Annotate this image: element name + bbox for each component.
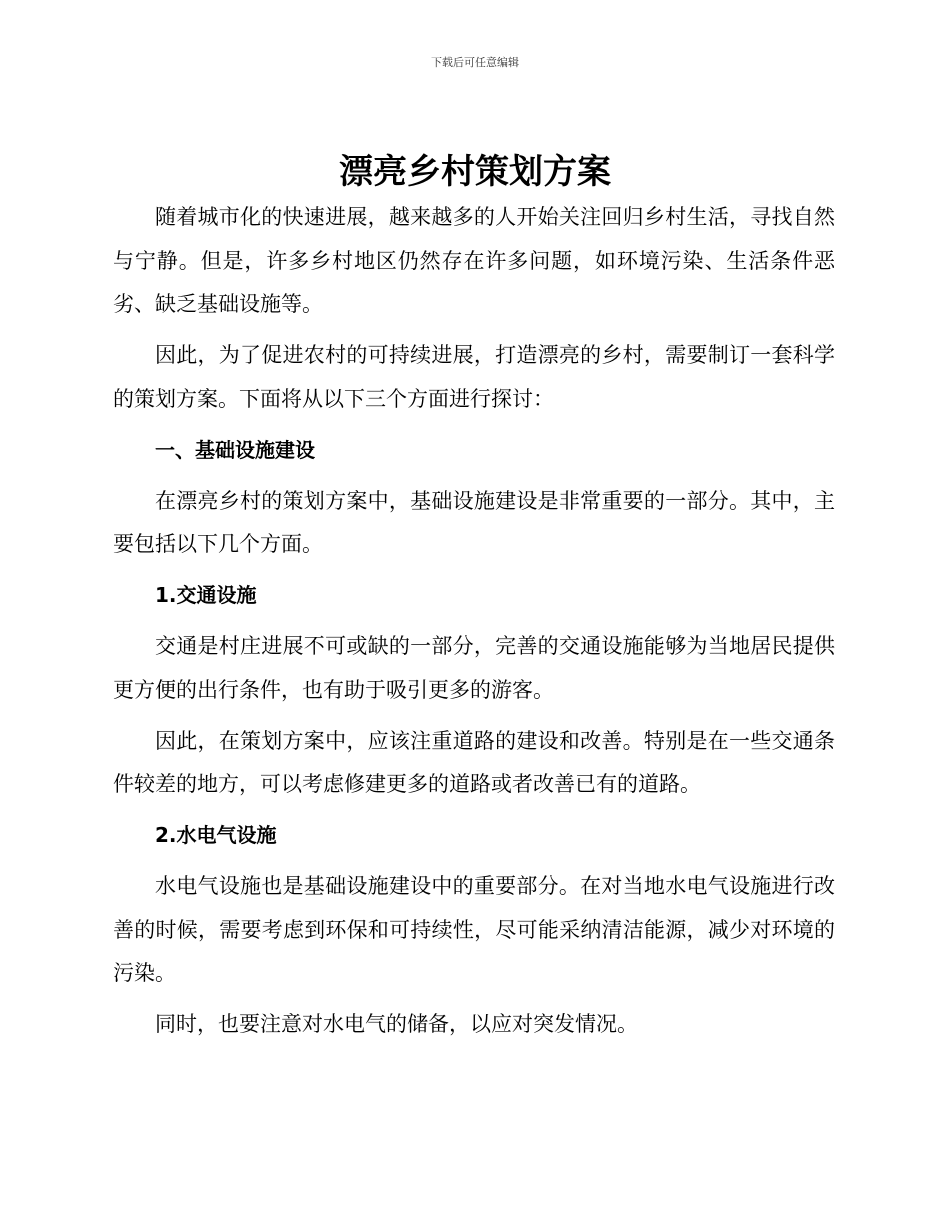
- document-body: [113, 196, 835, 1054]
- document-title: 漂亮乡村策划方案: [339, 152, 611, 192]
- paragraph-utilities-1: 水电气设施也是基础设施建设中的重要部分。在对当地水电气设施进行改善的时候，需要考虑到环保和可持续性，尽可能采纳清洁能源，减少对环境的污染。: [113, 874, 835, 985]
- paragraph-intro: 随着城市化的快速进展，越来越多的人开始关注回归乡村生活，寻找自然与宁静。但是，许多乡村地区仍然存在许多问题，如环境污染、生活条件恶劣、缺乏基础设施等。: [113, 205, 835, 316]
- paragraph-transport-1: 交通是村庄进展不可或缺的一部分，完善的交通设施能够为当地居民提供更方便的出行条件，也有助于吸引更多的游客。: [113, 634, 835, 702]
- paragraph-purpose: 因此，为了促进农村的可持续进展，打造漂亮的乡村，需要制订一套科学的策划方案。下面将从以下三个方面进行探讨：: [113, 343, 835, 411]
- paragraph-transport-2: 因此，在策划方案中，应该注重道路的建设和改善。特别是在一些交通条件较差的地方，可以考虑修建更多的道路或者改善已有的道路。: [113, 728, 835, 796]
- subsection-heading-utilities: 2.水电气设施: [155, 823, 277, 847]
- paragraph-utilities-2: 同时，也要注意对水电气的储备，以应对突发情况。: [155, 1012, 638, 1036]
- section-heading-infrastructure: 一、基础设施建设: [155, 437, 315, 462]
- subsection-heading-transport: 1.交通设施: [155, 583, 257, 607]
- paragraph-infrastructure-intro: 在漂亮乡村的策划方案中，基础设施建设是非常重要的一部分。其中，主要包括以下几个方面。: [113, 488, 835, 556]
- header-note: 下载后可任意编辑: [431, 56, 519, 69]
